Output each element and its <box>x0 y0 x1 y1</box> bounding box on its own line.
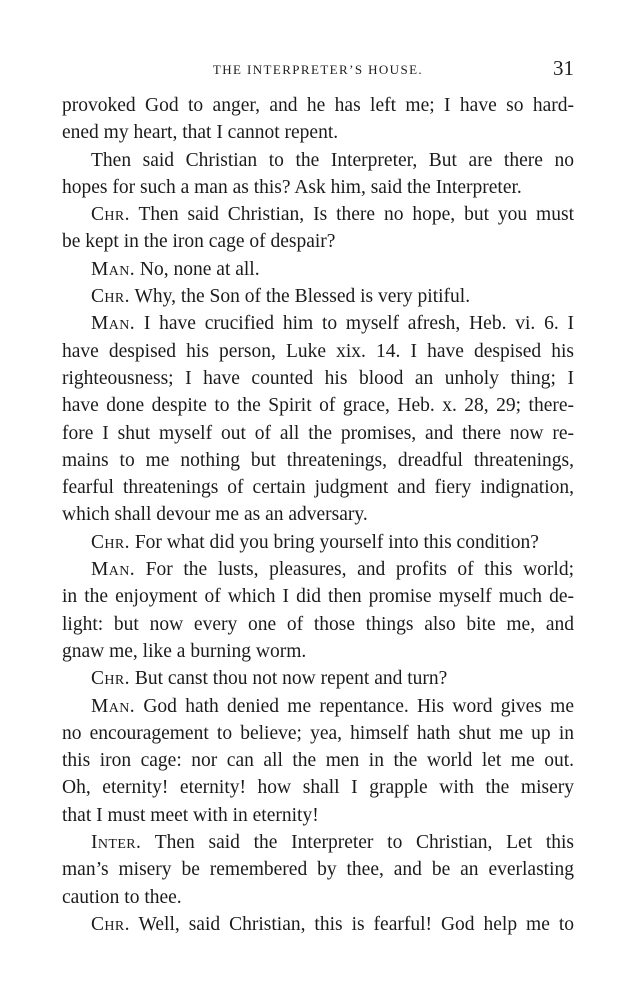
line-text: Then said the Interpreter to Christian, Let this <box>141 832 574 854</box>
line-text: fore I shut myself out of all the promises, and there now re- <box>62 422 574 444</box>
line-text: man’s misery be remembered by thee, and be an everlasting <box>62 859 574 881</box>
text-line <box>62 119 574 146</box>
text-line <box>62 747 574 774</box>
text-line <box>62 201 574 228</box>
text-line <box>62 611 574 638</box>
line-text: light: but now every one of those things also bite me, and <box>62 613 574 635</box>
text-line <box>62 529 574 556</box>
line-text: mains to me nothing but threatenings, dreadful threatenings, <box>62 449 574 471</box>
speaker-label: Chr. <box>91 204 130 226</box>
speaker-label: Man. <box>91 559 136 581</box>
text-line <box>62 638 574 665</box>
line-text: provoked God to anger, and he has left me; I have so hard- <box>62 95 574 116</box>
line-text: Why, the Son of the Blessed is very pitiful. <box>129 286 471 308</box>
text-line <box>62 884 574 911</box>
text-line <box>62 501 574 528</box>
line-text: gnaw me, like a burning worm. <box>62 640 307 662</box>
running-title: THE INTERPRETER’S HOUSE. <box>212 62 424 77</box>
line-text: that I must meet with in eternity! <box>62 804 319 826</box>
text-line <box>62 420 574 447</box>
body-text <box>62 92 574 938</box>
text-line <box>62 283 574 310</box>
line-text: caution to thee. <box>62 886 182 908</box>
text-line <box>62 147 574 174</box>
line-text: have despised his person, Luke xix. 14. I have despised his <box>62 340 574 362</box>
line-text: Well, said Christian, this is fearful! God help me to <box>129 913 574 935</box>
line-text: be kept in the iron cage of despair? <box>62 231 336 253</box>
speaker-label: Chr. <box>91 531 130 553</box>
line-text: God hath denied me repentance. His word gives me <box>135 695 574 717</box>
speaker-label: Man. <box>91 313 136 335</box>
running-head <box>62 58 574 82</box>
text-line <box>62 911 574 938</box>
page-number: 31 <box>553 56 574 80</box>
text-line <box>62 665 574 692</box>
speaker-label: Chr. <box>91 913 130 935</box>
text-line <box>62 228 574 255</box>
text-line <box>62 474 574 501</box>
text-line <box>62 693 574 720</box>
text-line <box>62 829 574 856</box>
line-text: Then said Christian, Is there no hope, but you must <box>129 204 574 226</box>
line-text: this iron cage: nor can all the men in the world let me out. <box>62 750 574 772</box>
text-line <box>62 583 574 610</box>
line-text: Oh, eternity! eternity! how shall I grapple with the misery <box>62 777 574 799</box>
line-text: in the enjoyment of which I did then promise myself much de- <box>62 586 574 608</box>
text-line <box>62 174 574 201</box>
line-text: which shall devour me as an adversary. <box>62 504 368 526</box>
speaker-label: Inter. <box>91 832 142 854</box>
line-text: For what did you bring yourself into this condition? <box>129 531 539 553</box>
text-line <box>62 92 574 119</box>
text-line <box>62 338 574 365</box>
line-text: ened my heart, that I cannot repent. <box>62 122 339 144</box>
text-line <box>62 310 574 337</box>
line-text: no encouragement to believe; yea, himself hath shut me up in <box>62 722 574 744</box>
line-text: have done despite to the Spirit of grace, Heb. x. 28, 29; there- <box>62 395 574 417</box>
line-text: righteousness; I have counted his blood an unholy thing; I <box>62 367 574 389</box>
line-text: For the lusts, pleasures, and profits of this world; <box>135 559 574 581</box>
text-line <box>62 556 574 583</box>
line-text: No, none at all. <box>135 258 260 280</box>
text-line <box>62 856 574 883</box>
line-text: I have crucified him to myself afresh, Heb. vi. 6. I <box>135 313 574 335</box>
speaker-label: Man. <box>91 258 136 280</box>
text-line <box>62 392 574 419</box>
line-text: Then said Christian to the Interpreter, But are there no <box>91 149 574 171</box>
text-line <box>62 365 574 392</box>
text-line <box>62 720 574 747</box>
text-line <box>62 774 574 801</box>
line-text: But canst thou not now repent and turn? <box>129 668 448 690</box>
text-line <box>62 447 574 474</box>
line-text: hopes for such a man as this? Ask him, said the Interpreter. <box>62 176 522 198</box>
text-line <box>62 256 574 283</box>
speaker-label: Chr. <box>91 668 130 690</box>
line-text: fearful threatenings of certain judgment and fiery indignation, <box>62 477 574 499</box>
speaker-label: Chr. <box>91 286 130 308</box>
speaker-label: Man. <box>91 695 136 717</box>
text-line <box>62 802 574 829</box>
